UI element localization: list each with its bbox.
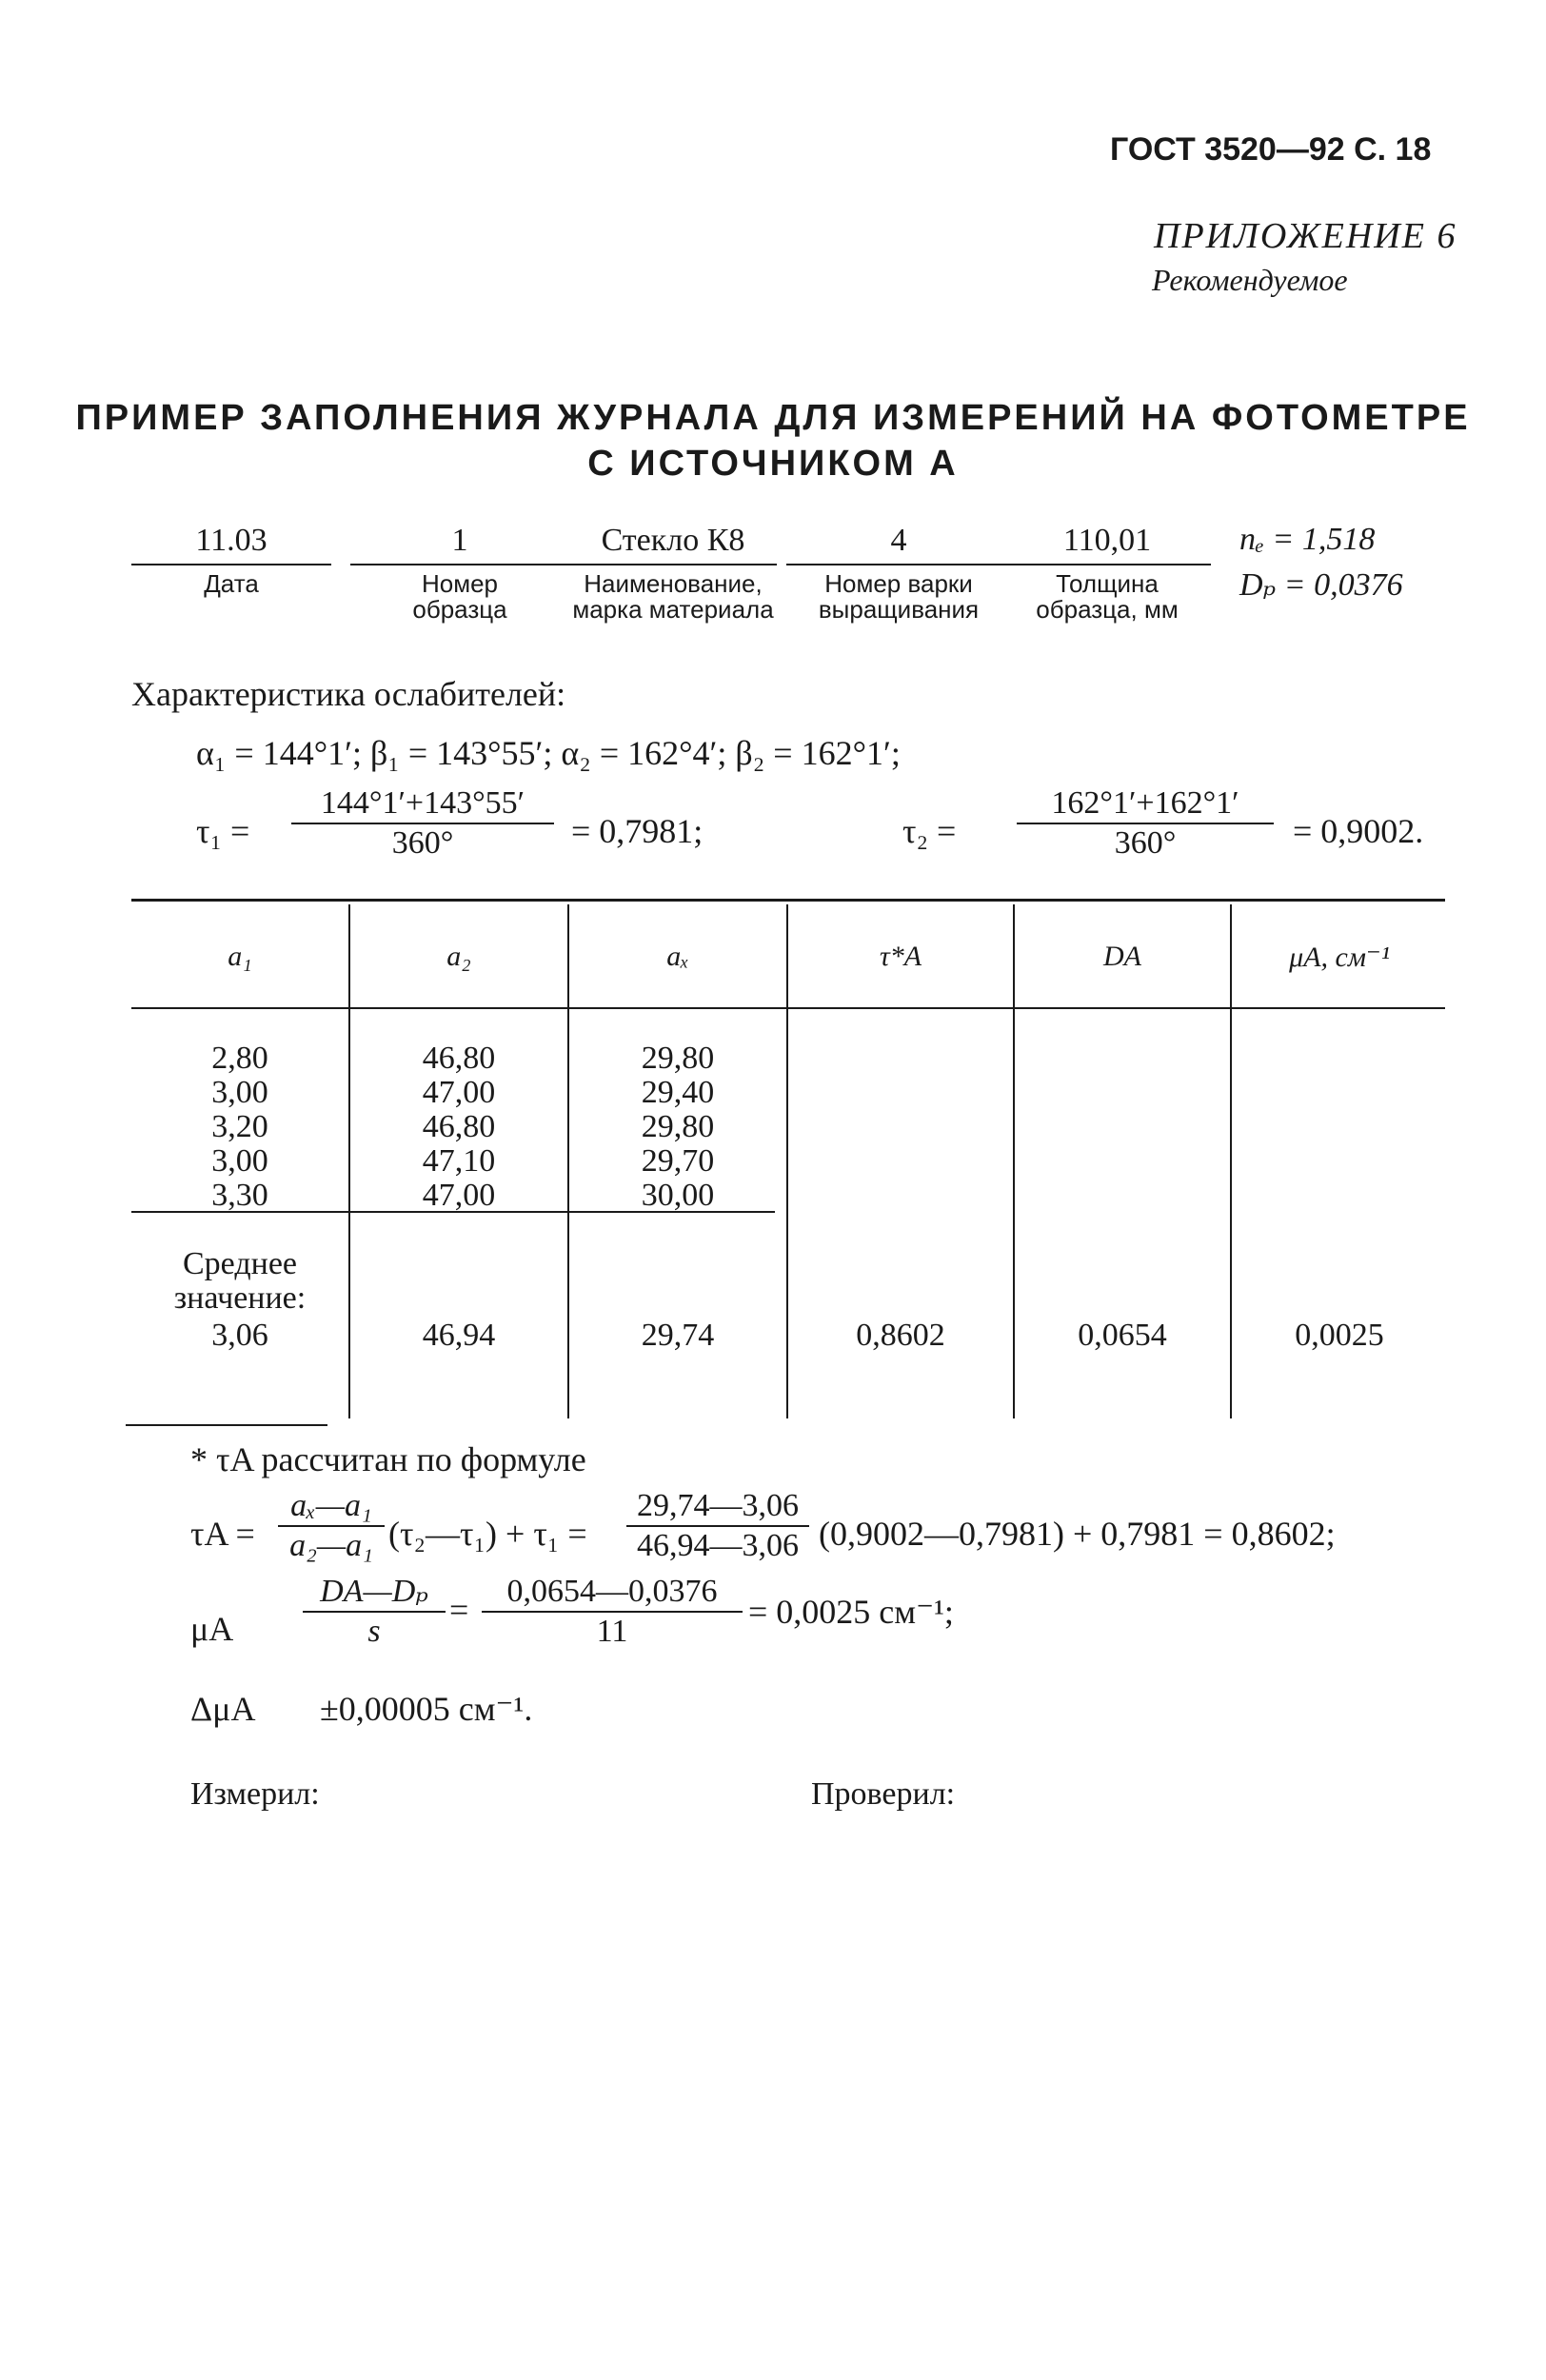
field-date-caption: Дата [204, 569, 259, 598]
formula2-equals: = [449, 1591, 469, 1629]
mean-d-a: 0,0654 [1078, 1318, 1167, 1353]
field-thickness-value: 110,01 [1062, 523, 1152, 558]
header-tau-a: τ*A [879, 941, 922, 972]
tau2-denominator: 360° [1114, 825, 1177, 861]
formula1-numeric-fraction: 29,74—3,06 46,94—3,06 [626, 1487, 809, 1565]
attenuator-angles: α₁ = 144°1′; β₁ = 143°55′; α₂ = 162°4′; β₂ = 162°1′; [196, 734, 901, 772]
formula2-tail: = 0,0025 см⁻¹; [748, 1593, 954, 1631]
footnote-intro: * τA рассчитан по формуле [190, 1440, 586, 1478]
tau2-lhs: τ₂ = [902, 812, 957, 850]
column-ax-values: 29,80 29,40 29,80 29,70 30,00 [641, 1041, 715, 1213]
field-melt-number-caption: Номер варки выращивания [818, 569, 980, 624]
page-title-line1: ПРИМЕР ЗАПОЛНЕНИЯ ЖУРНАЛА ДЛЯ ИЗМЕРЕНИЙ НА ФОТОМЕТРЕ [75, 398, 1471, 438]
column-a1-values: 2,80 3,00 3,20 3,00 3,30 [211, 1041, 268, 1213]
field-material-value: Стекло К8 [601, 523, 745, 558]
tau2-fraction [1017, 784, 1274, 863]
field-sample-number-value: 1 [451, 523, 468, 558]
formula1-middle: (τ₂—τ₁) + τ₁ = [388, 1515, 587, 1553]
mean-a2: 46,94 [422, 1318, 496, 1353]
tau2-numerator: 162°1′+162°1′ [1051, 785, 1239, 821]
tau2-result: = 0,9002. [1293, 812, 1424, 850]
mean-ax: 29,74 [641, 1318, 715, 1353]
tau1-fraction [291, 784, 554, 863]
formula2-numeric-fraction: 0,0654—0,0376 11 [482, 1573, 743, 1651]
tau1-denominator: 360° [391, 825, 454, 861]
field-date-value: 11.03 [195, 523, 268, 558]
tau1-numerator: 144°1′+143°55′ [320, 785, 525, 821]
field-sample-number-caption: Номер образца [412, 569, 507, 624]
mean-mu-a: 0,0025 [1295, 1318, 1384, 1353]
field-thickness [1003, 522, 1211, 623]
field-sample-number [350, 522, 569, 623]
column-a2-values: 46,80 47,00 46,80 47,10 47,00 [422, 1041, 496, 1213]
formula1-symbolic-fraction: aₓ—a₁ a₂—a₁ [278, 1487, 385, 1565]
formula1-tail: (0,9002—0,7981) + 0,7981 = 0,8602; [819, 1515, 1336, 1553]
reflection-density: Dₚ = 0,0376 [1239, 567, 1403, 603]
mean-tau-a: 0,8602 [856, 1318, 945, 1353]
field-material-caption: Наименование, марка материала [572, 569, 774, 624]
header-a2: a₂ [446, 941, 471, 972]
formula3-lhs: ΔμA [190, 1690, 256, 1728]
formula2-symbolic-fraction: DA—Dₚ s [303, 1573, 446, 1651]
appendix-label: ПРИЛОЖЕНИЕ 6 [1154, 216, 1457, 256]
formula3-value: ±0,00005 см⁻¹. [320, 1690, 533, 1728]
signature-checked: Проверил: [811, 1776, 956, 1812]
tau1-lhs: τ₁ = [196, 812, 250, 850]
header-mu-a: μA, см⁻¹ [1289, 942, 1390, 973]
tau1-result: = 0,7981; [571, 812, 704, 850]
header-a1: a₁ [228, 941, 252, 972]
standard-page-code: ГОСТ 3520—92 С. 18 [1110, 131, 1432, 168]
signature-measured: Измерил: [190, 1776, 320, 1812]
field-melt-number [786, 522, 1011, 623]
appendix-status: Рекомендуемое [1152, 263, 1348, 297]
mean-label: Среднее значение: [173, 1246, 307, 1316]
field-date [131, 522, 331, 597]
field-melt-number-value: 4 [890, 523, 907, 558]
field-material [569, 522, 777, 623]
refractive-index: nₑ = 1,518 [1239, 522, 1376, 557]
page-title-line2: С ИСТОЧНИКОМ А [587, 444, 959, 484]
formula1-lhs: τA = [190, 1515, 255, 1553]
header-ax: aₓ [666, 941, 689, 972]
attenuators-heading: Характеристика ослабителей: [131, 675, 566, 713]
mean-a1: 3,06 [211, 1318, 268, 1353]
formula2-lhs: μA [190, 1610, 234, 1648]
header-d-a: DA [1103, 941, 1141, 972]
field-thickness-caption: Толщина образца, мм [1036, 569, 1179, 624]
